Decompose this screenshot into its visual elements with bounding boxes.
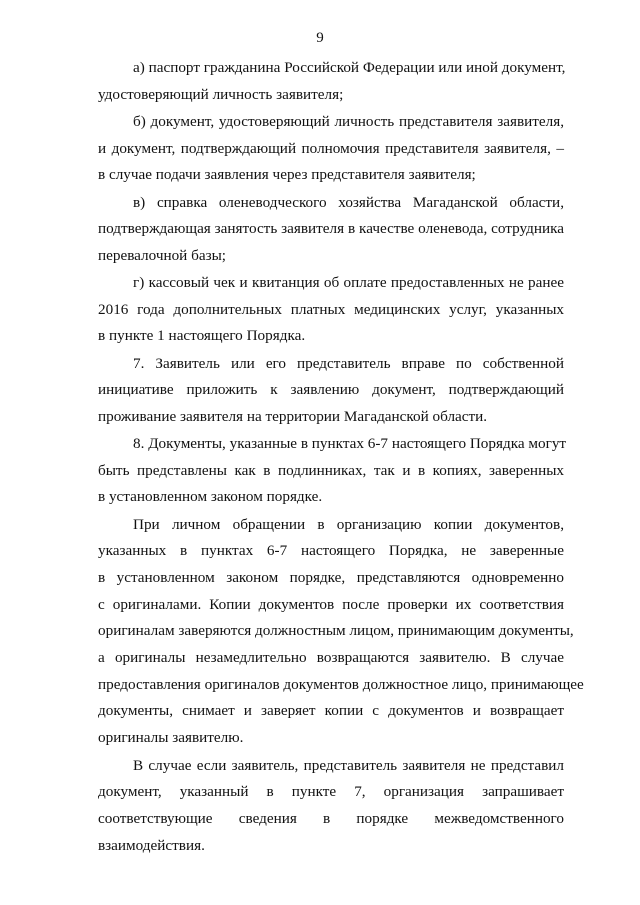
personal-submission-line-4: с оригиналами. Копии документов после проверки их соответствия <box>98 596 564 613</box>
interagency-request-line-3: соответствующие сведения в порядке межведомственного <box>98 810 564 827</box>
item-v-line-1: в) справка оленеводческого хозяйства Магаданской области, <box>133 194 564 211</box>
personal-submission-line-8: документы, снимает и заверяет копии с документов и возвращает <box>98 702 564 719</box>
item-b-line-1: б) документ, удостоверяющий личность представителя заявителя, <box>133 113 564 130</box>
item-a-line-1: а) паспорт гражданина Российской Федерации или иной документ, <box>133 59 566 76</box>
clause-8-line-1: 8. Документы, указанные в пунктах 6-7 настоящего Порядка могут <box>133 435 567 452</box>
item-g-line-2: 2016 года дополнительных платных медицинских услуг, указанных <box>98 301 564 318</box>
clause-8-line-2: быть представлены как в подлинниках, так и в копиях, заверенных <box>98 462 564 479</box>
clause-7-line-1: 7. Заявитель или его представитель вправе по собственной <box>133 355 564 372</box>
interagency-request-line-2: документ, указанный в пункте 7, организация запрашивает <box>98 783 564 800</box>
personal-submission-line-7: предоставления оригиналов документов должностное лицо, принимающее <box>98 676 584 693</box>
clause-8-line-3: в установленном законом порядке. <box>98 488 323 505</box>
item-b-line-2: и документ, подтверждающий полномочия представителя заявителя, – <box>98 140 564 157</box>
page-number: 9 <box>316 30 324 46</box>
personal-submission-line-3: в установленном законом порядке, представляются одновременно <box>98 569 564 586</box>
item-v-line-2: подтверждающая занятость заявителя в качестве оленевода, сотрудника <box>98 220 564 237</box>
personal-submission-line-2: указанных в пунктах 6-7 настоящего Порядка, не заверенные <box>98 542 564 559</box>
item-b-line-3: в случае подачи заявления через представителя заявителя; <box>98 166 476 183</box>
interagency-request-line-1: В случае если заявитель, представитель заявителя не представил <box>133 757 564 774</box>
item-g-line-3: в пункте 1 настоящего Порядка. <box>98 327 306 344</box>
item-v-line-3: перевалочной базы; <box>98 247 227 264</box>
personal-submission-line-6: а оригиналы незамедлительно возвращаются заявителю. В случае <box>98 649 564 666</box>
interagency-request-line-4: взаимодействия. <box>98 837 205 854</box>
item-g-line-1: г) кассовый чек и квитанция об оплате предоставленных не ранее <box>133 274 564 291</box>
clause-7-line-3: проживание заявителя на территории Магаданской области. <box>98 408 488 425</box>
personal-submission-line-1: При личном обращении в организацию копии документов, <box>133 516 564 533</box>
personal-submission-line-5: оригиналам заверяются должностным лицом, принимающим документы, <box>98 622 574 639</box>
item-a-line-2: удостоверяющий личность заявителя; <box>98 86 344 103</box>
clause-7-line-2: инициативе приложить к заявлению документ, подтверждающий <box>98 381 564 398</box>
personal-submission-line-9: оригиналы заявителю. <box>98 729 244 746</box>
